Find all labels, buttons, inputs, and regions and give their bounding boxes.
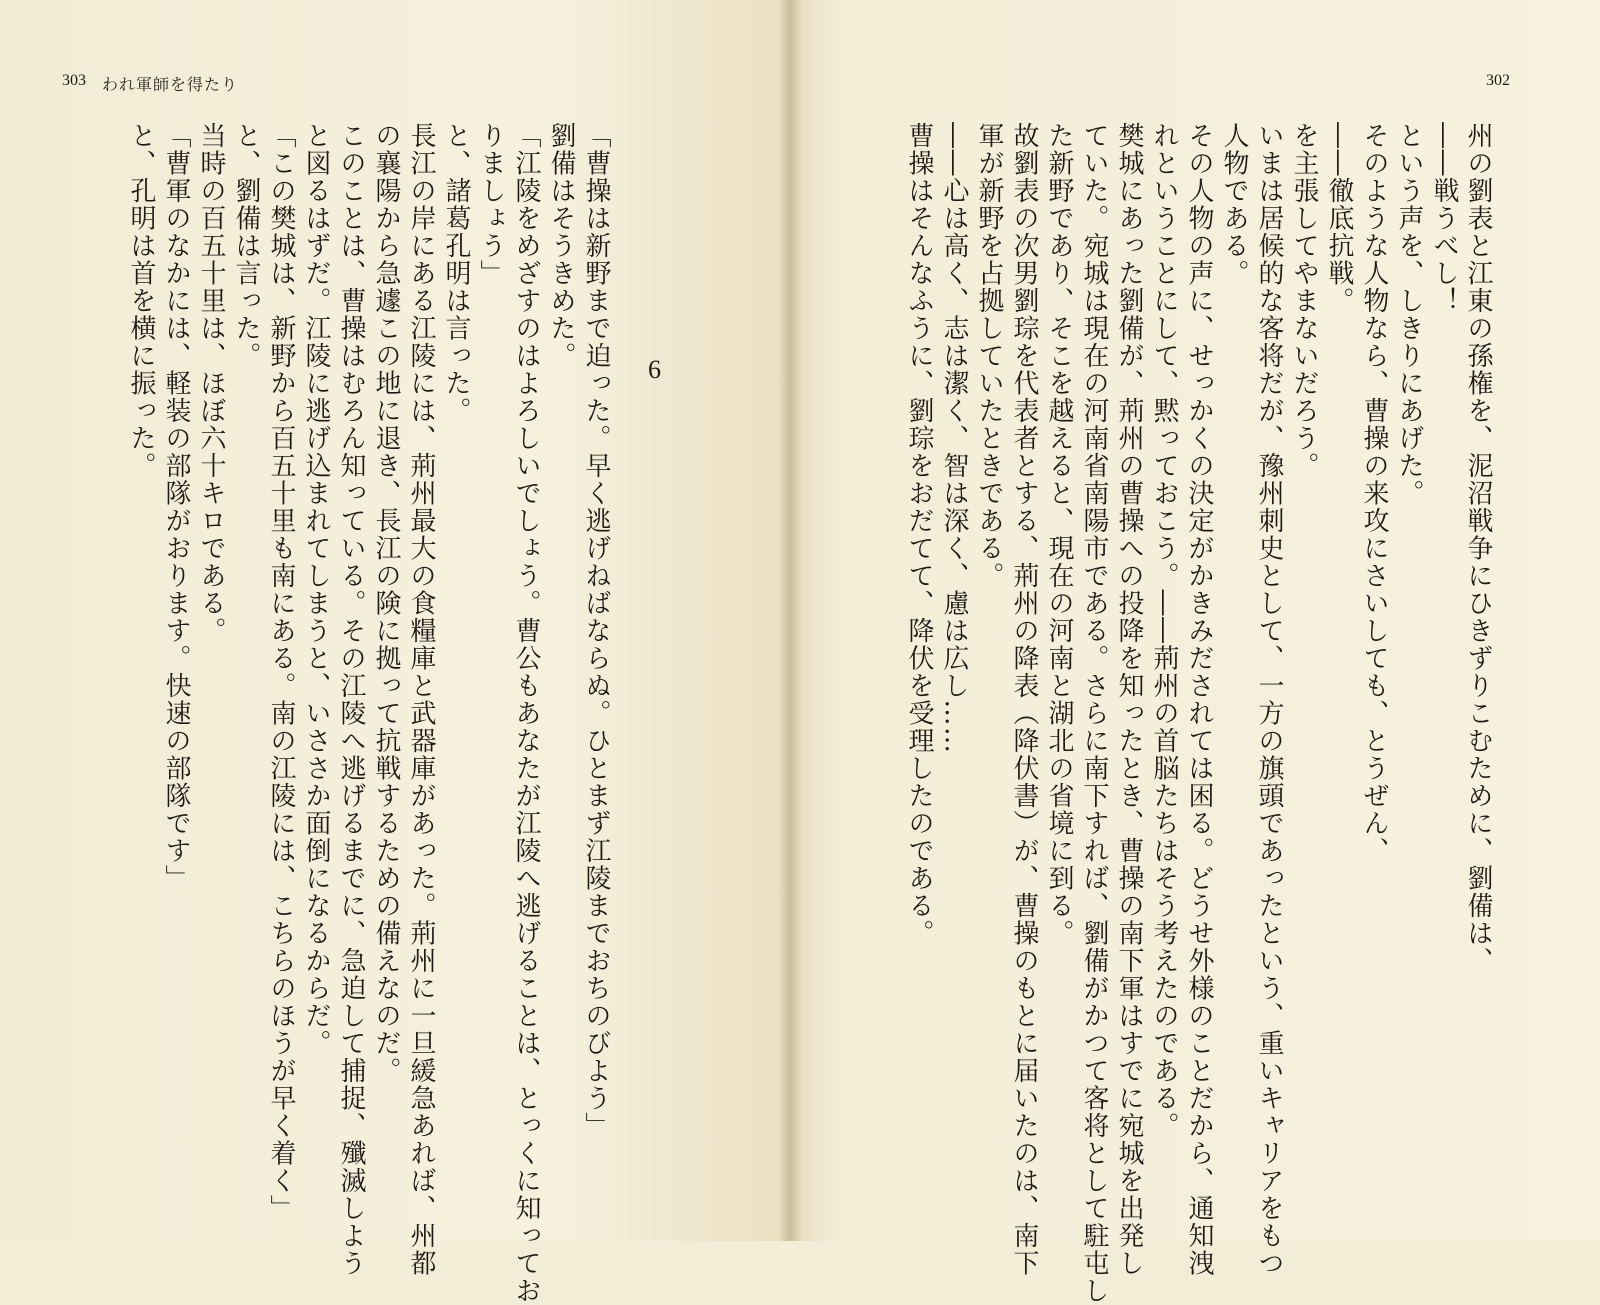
text-line: そのような人物なら、曹操の来攻にさいしても、とうぜん、 [1359,122,1389,865]
text-line: た新野であり、そこを越えると、現在の河南と湖北の省境に到る。 [1044,122,1074,947]
text-line: の襄陽から急遽この地に退き、長江の険に拠って抗戦するための備えなのだ。 [371,122,401,1085]
text-line: という声を、しきりにあげた。 [1394,122,1424,507]
text-line: と、諸葛孔明は言った。 [441,122,471,425]
text-line: と、孔明は首を横に振った。 [126,122,156,480]
text-line: ――心は高く、志は潔く、智は深く、慮は広し…… [939,122,969,755]
text-line: 州の劉表と江東の孫権を、泥沼戦争にひきずりこむために、劉備は、 [1463,122,1493,975]
book-gutter [778,0,802,1241]
text-line: 軍が新野を占拠していたときである。 [974,122,1004,590]
running-head: われ軍師を得たり [102,75,239,94]
text-line: 人物である。 [1219,122,1249,287]
text-line: 「曹操は新野まで迫った。早く逃げねばならぬ。ひとまず江陵までおちのびよう」 [581,122,611,1140]
text-line: と図るはずだ。江陵に逃げ込まれてしまうと、いささか面倒になるからだ。 [301,122,331,1057]
text-line: りましょう」 [476,122,506,287]
text-line: その人物の声に、せっかくの決定がかきみだされては困る。どうせ外様のことだから、通知洩 [1184,122,1214,1277]
text-line: ――戦うべし！ [1429,122,1459,315]
text-line: このことは、曹操はむろん知っている。その江陵へ逃げるまでに、急迫して捕捉、殲滅しよう [336,122,366,1277]
chapter-number: 6 [648,355,661,384]
text-line: ――徹底抗戦。 [1324,122,1354,315]
text-line: 故劉表の次男劉琮を代表者とする、荊州の降表（降伏書）が、曹操のもとに届いたのは、南下 [1009,122,1039,1277]
text-line: 劉備はそうきめた。 [546,122,576,370]
text-line: 「曹軍のなかには、軽装の部隊がおります。快速の部隊です」 [161,122,191,892]
text-line: 長江の岸にある江陵には、荊州最大の食糧庫と武器庫があった。荊州に一旦緩急あれば、州都 [406,122,436,1277]
text-line: 樊城にあった劉備が、荊州の曹操への投降を知ったとき、曹操の南下軍はすでに宛城を出発し [1114,122,1144,1277]
text-line: ていた。宛城は現在の河南省南陽市である。さらに南下すれば、劉備がかつて客将として駐屯し [1079,122,1109,1305]
text-line: いまは居候的な客将だが、豫州刺史として、一方の旗頭であったという、重いキャリアをもつ [1254,122,1284,1277]
text-line: 「この樊城は、新野から百五十里も南にある。南の江陵には、こちらのほうが早く着く」 [266,122,296,1222]
text-line: れということにして、黙っておこう。――荊州の首脳たちはそう考えたのである。 [1149,122,1179,1140]
left-page-number: 303 [62,72,86,89]
text-line: を主張してやまないだろう。 [1289,122,1319,480]
right-page-number: 302 [1486,72,1510,89]
text-line: 当時の百五十里は、ほぼ六十キロである。 [196,122,226,645]
text-line: と、劉備は言った。 [231,122,261,370]
text-line: 曹操はそんなふうに、劉琮をおだてて、降伏を受理したのである。 [904,122,934,947]
text-line: 「江陵をめざすのはよろしいでしょう。曹公もあなたが江陵へ逃げることは、とっくに知ってお [511,122,541,1305]
